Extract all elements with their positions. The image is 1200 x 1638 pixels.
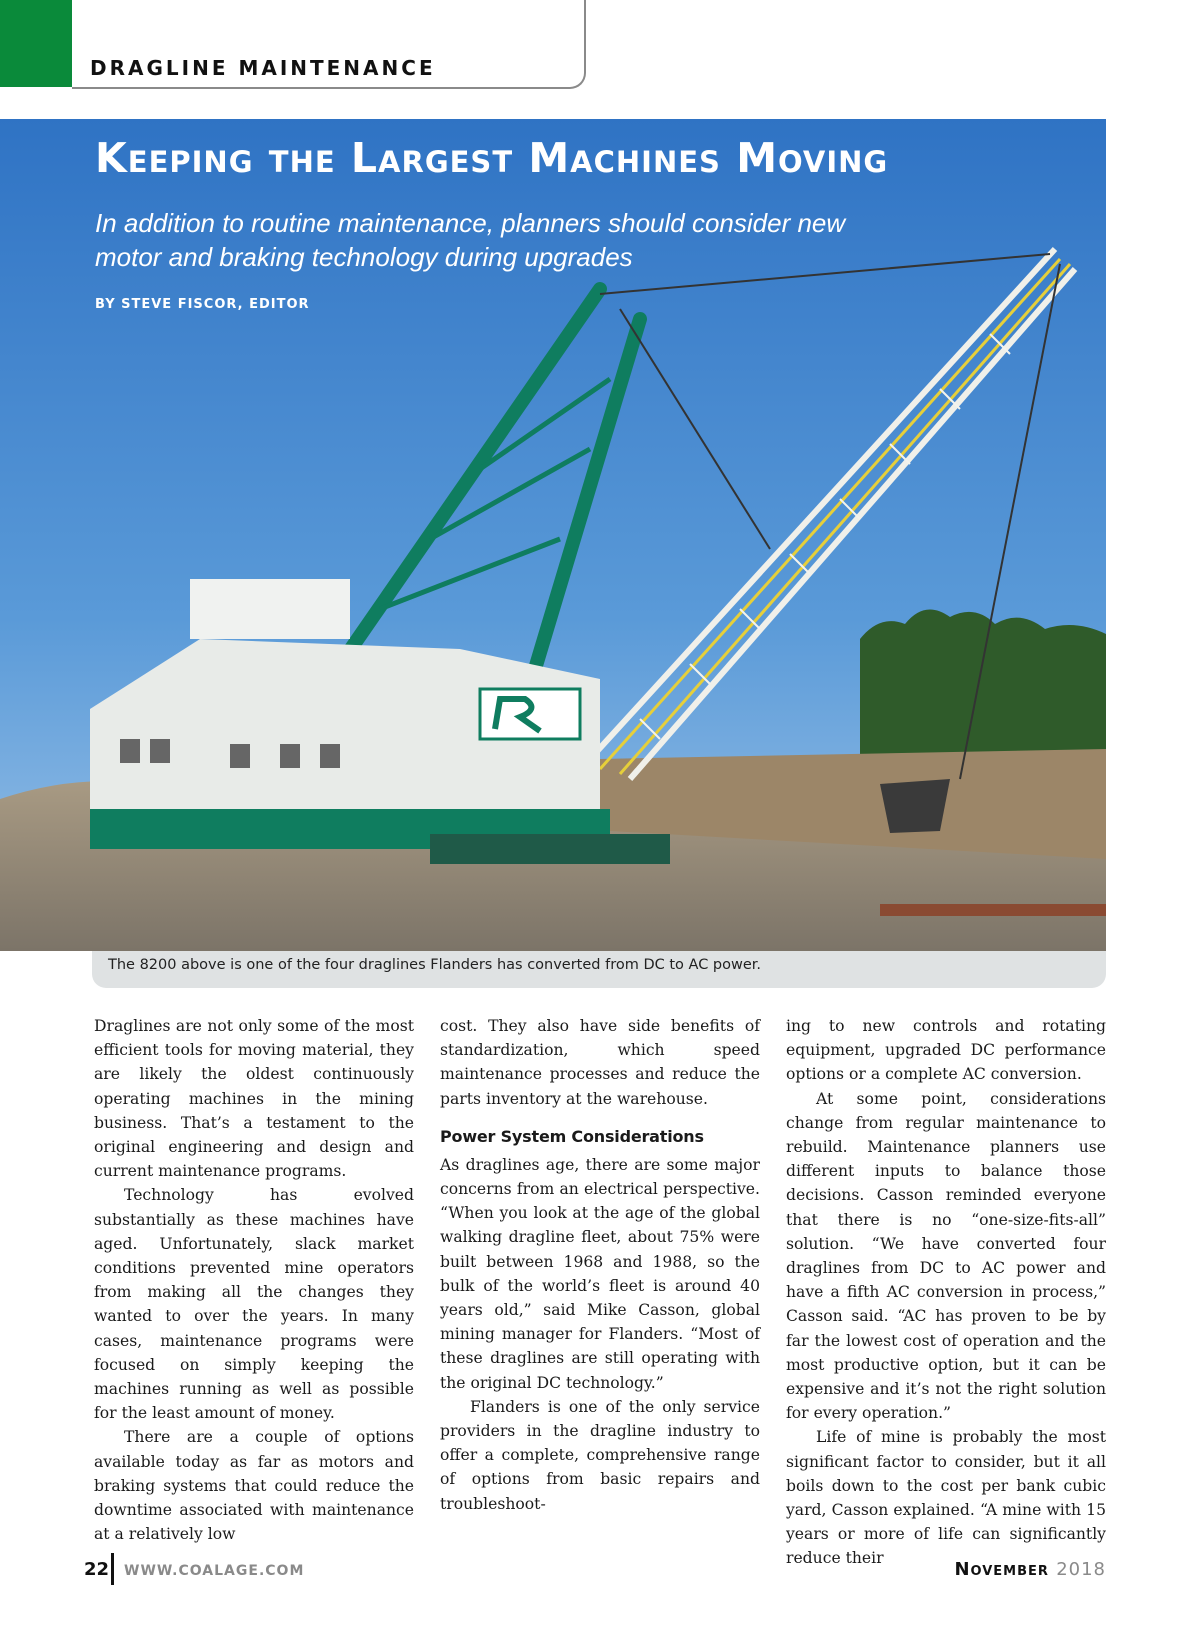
paragraph: At some point, considerations change from regular maintenance to rebuild. Maintenance planners use different inputs to balance those decisions. Casson reminded everyone that there is no “one-size-fits-all” solution. “We have converted four draglines from DC to AC power and have a fifth AC conversion in process,” Casson said. “AC has proven to be by far the lowest cost of operation and the most productive option, but it can be expensive and it’s not the right solution for every operation.” [786,1089,1106,1423]
page-number: 22 [84,1559,110,1580]
article-column-2 [440,1014,760,1516]
photo-caption: The 8200 above is one of the four draglines Flanders has converted from DC to AC power. [108,957,762,973]
paragraph: Flanders is one of the only service providers in the dragline industry to offer a complete, comprehensive range of options from basic repairs and troubleshoot- [440,1397,760,1513]
issue-date [954,1559,1106,1580]
subheading: Power System Considerations [440,1126,704,1146]
paragraph: ing to new controls and rotating equipment, upgraded DC performance options or a complete AC conversion. [786,1017,1106,1084]
issue-month: November [954,1559,1049,1580]
article-column-1 [94,1014,414,1546]
article-byline: BY STEVE FISCOR, EDITOR [95,297,310,312]
paragraph: Technology has evolved substantially as these machines have aged. Unfortunately, slack market conditions prevented mine operators from making all the changes they wanted to over the years. In many cases, maintenance programs were focused on simply keeping the machines running as well as possible for the least amount of money. [94,1186,414,1423]
paragraph: As draglines age, there are some major concerns from an electrical perspective. “When you look at the age of the global walking dragline fleet, about 75% were built between 1968 and 1988, so the bulk of the world’s fleet is around 40 years old,” said Mike Casson, global mining manager for Flanders. “Most of these draglines are still operating with the original DC technology.” [440,1155,760,1392]
website-link[interactable]: WWW.COALAGE.COM [124,1563,305,1579]
issue-year: 2018 [1056,1559,1106,1580]
footer-divider [111,1553,114,1585]
article-deck: In addition to routine maintenance, planners should consider new motor and braking technology during upgrades [95,208,846,272]
paragraph: cost. They also have side benefits of standardization, which speed maintenance processes and reduce the parts inventory at the warehouse. [440,1017,760,1108]
section-label: DRAGLINE MAINTENANCE [90,56,436,80]
section-color-tab [0,0,72,87]
paragraph: Life of mine is probably the most significant factor to consider, but it all boils down to the cost per bank cubic yard, Casson explained. “A mine with 15 years or more of life can significantly reduce their [786,1428,1106,1568]
paragraph: There are a couple of options available today as far as motors and braking systems that could reduce the downtime associated with maintenance at a relatively low [94,1428,414,1544]
paragraph: Draglines are not only some of the most efficient tools for moving material, they are likely the oldest continuously operating machines in the mining business. That’s a testament to the original engineering and design and current maintenance programs. [94,1017,414,1181]
article-column-3 [786,1014,1106,1571]
article-headline: Keeping the Largest Machines Moving [95,134,889,182]
